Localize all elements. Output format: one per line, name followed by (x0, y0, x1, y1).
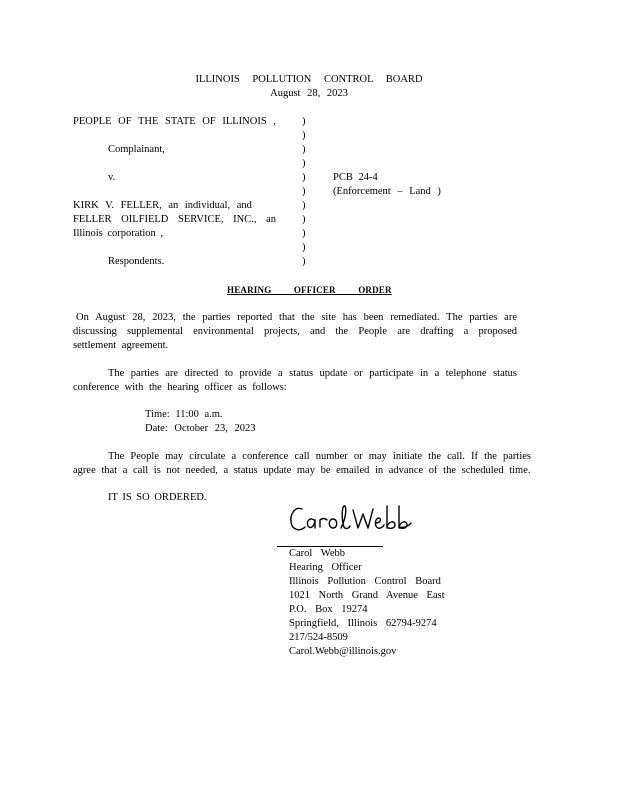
caption-complainant-label: Complainant, (108, 144, 165, 155)
hearing-time: Time: 11:00 a.m. (145, 409, 223, 420)
handwritten-signature (287, 500, 415, 545)
caption-paren: ) (302, 130, 306, 141)
closing-statement: IT IS SO ORDERED. (108, 492, 207, 503)
signer-name: Carol Webb (289, 548, 345, 559)
caption-paren: ) (302, 116, 306, 127)
caption-parenthesis-column (302, 115, 310, 269)
caption-paren: ) (302, 200, 306, 211)
order-title: HEARING OFFICER ORDER (227, 285, 392, 295)
signer-email[interactable]: Carol.Webb@illinois.gov (289, 646, 397, 657)
caption-paren: ) (302, 242, 306, 253)
caption-paren: ) (302, 214, 306, 225)
caption-paren: ) (302, 228, 306, 239)
body-paragraph-1: On August 28, 2023, the parties reported that the site has been remediated. The parties are discussing supplemental environmental projects, and the People are drafting a proposed settlement agreement. (73, 312, 517, 351)
caption-paren: ) (302, 186, 306, 197)
case-type: (Enforcement – Land ) (333, 186, 441, 197)
body-paragraph-2: The parties are directed to provide a status update or participate in a telephone status conference with the hearing officer as follows: (73, 368, 517, 393)
caption-paren: ) (302, 144, 306, 155)
signer-title: Hearing Officer (289, 562, 362, 573)
signature-block (289, 547, 445, 659)
document-date: August 28, 2023 (270, 88, 348, 99)
caption-paren: ) (302, 256, 306, 267)
signer-po-box: P.O. Box 19274 (289, 604, 368, 615)
case-number: PCB 24-4 (333, 172, 378, 183)
caption-respondent-line3: Illinois corporation , (73, 228, 164, 239)
body-paragraph-3: The People may circulate a conference call number or may initiate the call. If the parties agree that a call is not needed, a status update may be emailed in advance of the scheduled time. (73, 451, 531, 476)
caption-respondents-label: Respondents. (108, 256, 165, 267)
board-title: ILLINOIS POLLUTION CONTROL BOARD (195, 74, 423, 85)
caption-respondent-line2: FELLER OILFIELD SERVICE, INC., an (73, 214, 277, 225)
signer-city-state-zip: Springfield, Illinois 62794-9274 (289, 618, 437, 629)
caption-respondent-line1: KIRK V. FELLER, an individual, and (73, 200, 252, 211)
caption-versus: v. (108, 172, 116, 183)
caption-paren: ) (302, 172, 306, 183)
hearing-date: Date: October 23, 2023 (145, 423, 256, 434)
caption-plaintiff: PEOPLE OF THE STATE OF ILLINOIS , (73, 116, 276, 127)
caption-paren: ) (302, 158, 306, 169)
signer-street-address: 1021 North Grand Avenue East (289, 590, 445, 601)
signer-phone: 217/524-8509 (289, 632, 348, 643)
signer-organization: Illinois Pollution Control Board (289, 576, 441, 587)
